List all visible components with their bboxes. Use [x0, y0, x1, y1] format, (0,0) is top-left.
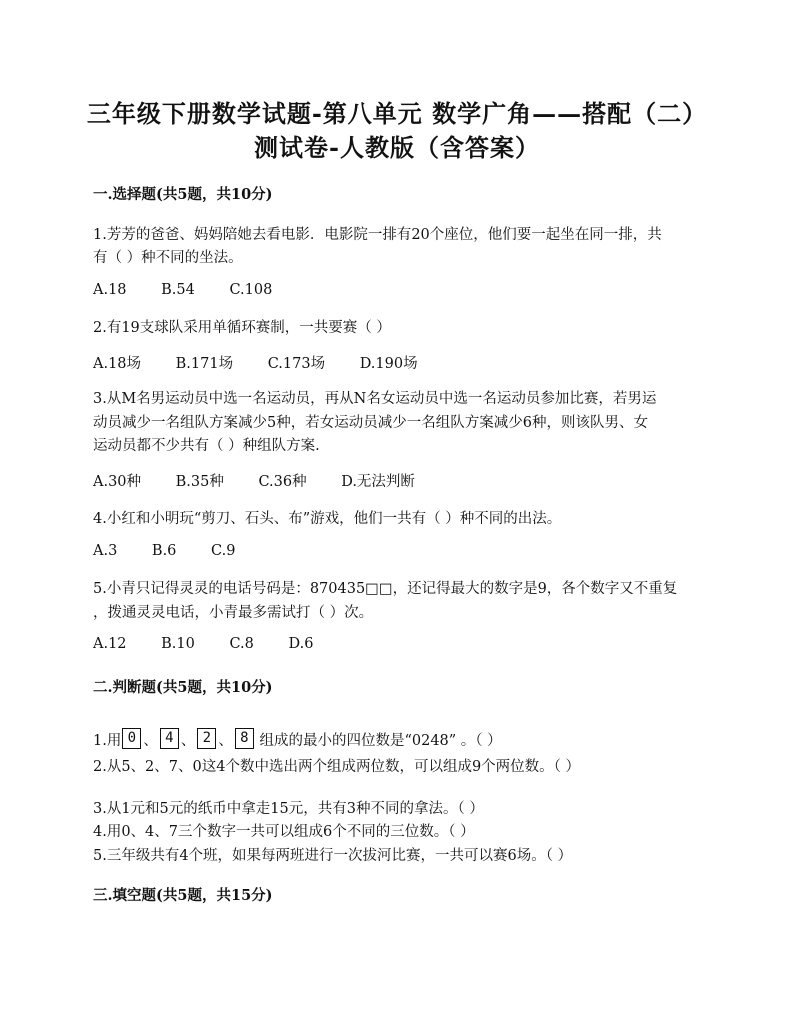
option-b: B.10 [161, 636, 195, 652]
option-c: C.173场 [267, 356, 326, 372]
option-a: A.3 [93, 543, 118, 559]
s2-q3: 3.从1元和5元的纸币中拿走15元，共有3种不同的拿法。（ ） [93, 801, 484, 817]
s1-q1-options [93, 282, 302, 298]
s1-q1-line1: 1.芳芳的爸爸、妈妈陪她去看电影．电影院一排有20个座位，他们要一起坐在同一排，共 [93, 227, 662, 243]
option-c: C.8 [229, 636, 254, 652]
s1-q3-line2: 动员减少一名组队方案减少5种，若女运动员减少一名组队方案减少6种，则该队男、女 [93, 415, 648, 431]
s2-q1-prefix: 1.用 [93, 733, 122, 749]
option-d: D.无法判断 [341, 474, 415, 490]
s1-q3-line3: 运动员都不少共有（ ）种组队方案. [93, 438, 320, 454]
option-c: C.108 [229, 282, 273, 298]
option-b: B.54 [161, 282, 195, 298]
digit-card: 0 [122, 728, 141, 749]
option-d: D.190场 [359, 356, 418, 372]
s2-q1 [93, 728, 502, 750]
s1-q3-options [93, 470, 445, 491]
option-b: B.171场 [175, 356, 234, 372]
option-b: B.35种 [175, 474, 224, 490]
option-a: A.12 [93, 636, 127, 652]
s1-q5-options [93, 636, 343, 652]
document-title-line1: 三年级下册数学试题-第八单元 数学广角——搭配（二） [86, 99, 708, 128]
option-b: B.6 [151, 543, 177, 559]
section3-heading: 三.填空题(共5题，共15分) [93, 887, 273, 904]
digit-card: 8 [235, 728, 254, 749]
s1-q4-line1: 4.小红和小明玩“剪刀、石头、布”游戏，他们一共有（ ）种不同的出法。 [93, 511, 562, 527]
s2-q2: 2.从5、2、7、0这4个数中选出两个组成两位数，可以组成9个两位数。（ ） [93, 759, 581, 775]
separator: 、 [218, 733, 233, 749]
option-d: D.6 [288, 636, 314, 652]
option-a: A.18 [93, 282, 127, 298]
s1-q5-line2: ，拨通灵灵电话，小青最多需试打（ ）次。 [93, 605, 374, 621]
option-a: A.30种 [93, 474, 142, 490]
digit-card: 2 [197, 728, 216, 749]
s2-q5: 5.三年级共有4个班，如果每两班进行一次拔河比赛，一共可以赛6场。（ ） [93, 848, 573, 864]
s1-q4-options [93, 543, 265, 559]
s2-q4: 4.用0、4、7三个数字一共可以组成6个不同的三位数。（ ） [93, 824, 475, 840]
s1-q5-line1: 5.小青只记得灵灵的电话号码是：870435□□，还记得最大的数字是9，各个数字又不重复 [93, 581, 678, 597]
s2-q1-suffix: 组成的最小的四位数是“0248” 。（ ） [259, 733, 502, 749]
section1-heading: 一.选择题(共5题，共10分) [93, 186, 273, 203]
separator: 、 [180, 733, 196, 749]
s1-q2-options [93, 352, 448, 373]
separator: 、 [143, 733, 158, 749]
section2-heading: 二.判断题(共5题，共10分) [93, 679, 273, 696]
option-c: C.36种 [258, 474, 307, 490]
s1-q1-line2: 有（ ）种不同的坐法。 [93, 250, 243, 266]
s1-q2-line1: 2.有19支球队采用单循环赛制，一共要赛（ ） [93, 320, 391, 336]
option-a: A.18场 [93, 356, 142, 372]
digit-card: 4 [160, 728, 179, 749]
option-c: C.9 [211, 543, 236, 559]
document-title-line2: 测试卷-人教版（含答案） [254, 133, 540, 162]
s1-q3-line1: 3.从M名男运动员中选一名运动员，再从N名女运动员中选一名运动员参加比赛，若男运 [93, 391, 657, 407]
